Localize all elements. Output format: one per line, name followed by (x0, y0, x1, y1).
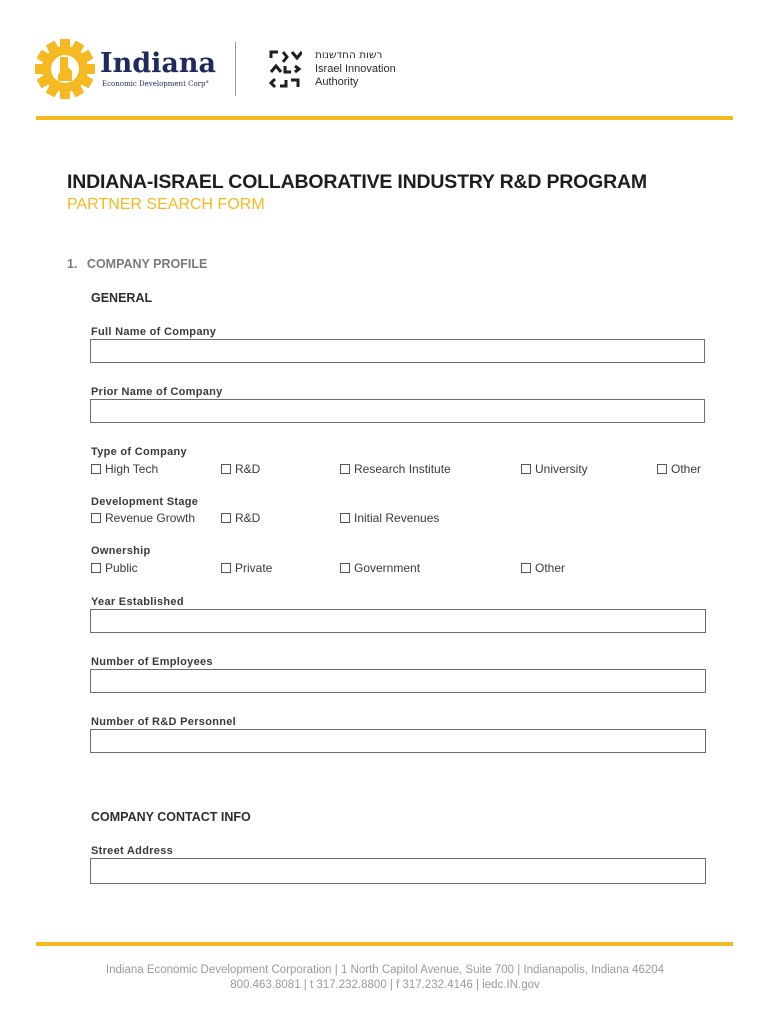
year-established-input[interactable] (91, 610, 705, 632)
stage-option-rd[interactable] (221, 511, 260, 526)
option-label: Research Institute (354, 462, 451, 476)
iia-logo (268, 48, 418, 90)
section-number: 1. (67, 257, 78, 271)
header-rule (36, 116, 733, 120)
section-heading-company-profile (67, 257, 207, 271)
rd-personnel-field[interactable] (90, 729, 706, 753)
checkbox-icon[interactable] (221, 563, 231, 573)
checkbox-icon[interactable] (521, 563, 531, 573)
ownership-option-private[interactable] (221, 561, 272, 576)
company-type-option-high-tech[interactable] (91, 462, 158, 477)
option-label: R&D (235, 511, 261, 525)
prior-name-field[interactable] (90, 399, 705, 423)
ownership-option-public[interactable] (91, 561, 138, 576)
page-title: INDIANA-ISRAEL COLLABORATIVE INDUSTRY R&D PROGRAM (67, 171, 647, 193)
checkbox-icon[interactable] (340, 563, 350, 573)
iia-name-line1: Israel Innovation (315, 63, 396, 75)
rd-personnel-label: Number of R&D Personnel (91, 716, 237, 728)
checkbox-icon[interactable] (340, 513, 350, 523)
page-subtitle: PARTNER SEARCH FORM (67, 196, 265, 213)
option-label: Public (105, 561, 138, 575)
footer-contact: 800.463.8081 | t 317.232.8800 | f 317.232.4146 | iedc.IN.gov (230, 979, 540, 991)
logo-divider (235, 42, 236, 96)
employees-field[interactable] (90, 669, 706, 693)
year-established-field[interactable] (90, 609, 706, 633)
option-label: University (535, 462, 588, 476)
prior-name-input[interactable] (91, 400, 704, 422)
ownership-label: Ownership (91, 545, 151, 557)
street-address-input[interactable] (91, 859, 705, 883)
street-address-label: Street Address (91, 845, 174, 857)
company-type-option-research-institute[interactable] (340, 462, 451, 477)
company-type-label: Type of Company (91, 446, 187, 458)
footer-address: Indiana Economic Development Corporation | 1 North Capitol Avenue, Suite 700 | Indianapolis, Indiana 46204 (105, 964, 665, 976)
ownership-option-government[interactable] (340, 561, 420, 576)
iia-mark-icon (268, 48, 302, 90)
company-type-option-rd[interactable] (221, 462, 260, 477)
footer-rule (36, 942, 733, 946)
checkbox-icon[interactable] (91, 464, 101, 474)
prior-name-label: Prior Name of Company (91, 386, 223, 398)
ownership-option-other[interactable] (521, 561, 565, 576)
company-type-option-other[interactable] (657, 462, 701, 477)
rd-personnel-input[interactable] (91, 730, 705, 752)
stage-option-initial-revenues[interactable] (340, 511, 439, 526)
option-label: Government (354, 561, 421, 575)
checkbox-icon[interactable] (91, 563, 101, 573)
option-label: Private (235, 561, 273, 575)
company-type-option-university[interactable] (521, 462, 588, 477)
checkbox-icon[interactable] (521, 464, 531, 474)
checkbox-icon[interactable] (221, 464, 231, 474)
option-label: High Tech (105, 462, 159, 476)
option-label: Initial Revenues (354, 511, 440, 525)
section-label: COMPANY PROFILE (86, 257, 208, 271)
iedc-logo-name: Indiana (100, 48, 217, 79)
full-name-label: Full Name of Company (91, 326, 217, 338)
subheading-general: GENERAL (91, 291, 153, 305)
full-name-input[interactable] (91, 340, 704, 362)
iia-name-line2: Authority (315, 76, 359, 88)
checkbox-icon[interactable] (221, 513, 231, 523)
full-name-field[interactable] (90, 339, 705, 363)
development-stage-label: Development Stage (91, 496, 199, 508)
stage-option-revenue-growth[interactable] (91, 511, 195, 526)
option-label: R&D (235, 462, 261, 476)
option-label: Revenue Growth (105, 511, 196, 525)
iedc-logo-tagline: Economic Development Corp° (102, 80, 209, 88)
subheading-company-contact: COMPANY CONTACT INFO (91, 810, 251, 824)
year-established-label: Year Established (91, 596, 184, 608)
iia-hebrew-name: רשות החדשנות (315, 49, 383, 61)
checkbox-icon[interactable] (657, 464, 667, 474)
checkbox-icon[interactable] (340, 464, 350, 474)
iedc-logo (34, 38, 217, 100)
employees-label: Number of Employees (91, 656, 213, 668)
street-address-field[interactable] (90, 858, 706, 884)
option-label: Other (535, 561, 566, 575)
option-label: Other (671, 462, 702, 476)
employees-input[interactable] (91, 670, 705, 692)
checkbox-icon[interactable] (91, 513, 101, 523)
